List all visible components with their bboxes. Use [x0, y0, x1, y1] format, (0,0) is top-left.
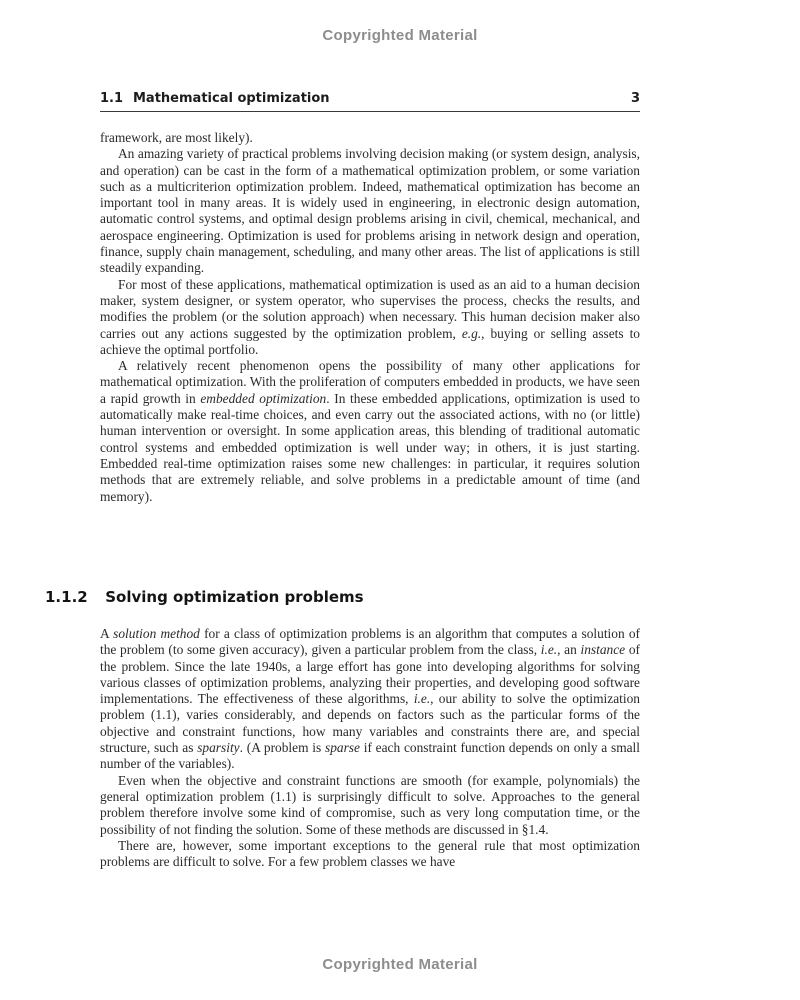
paragraph	[100, 838, 640, 871]
subsection-number: 1.1.2	[45, 588, 88, 606]
paragraph	[100, 773, 640, 838]
body-text-segment: for a class of optimization problems is an algorithm that computes a solution of the problem (to some given accuracy), given a particular problem from the class,	[100, 626, 641, 658]
paragraph	[100, 277, 640, 358]
body-text-segment: A relatively recent phenomenon opens the possibility of many other applications for mathematical optimization. With the proliferation of computers embedded in products, we have seen a rapid growth in	[100, 358, 640, 406]
italic-text-segment: solution method	[113, 626, 200, 641]
body-text-segment: For most of these applications, mathematical optimization is used as an aid to a human decision maker, system designer, or system operator, who supervises the process, checks the results, and modifies the problem (or the solution approach) when necessary. This human decision maker also carries out any actions suggested by the optimization problem,	[100, 276, 640, 341]
italic-text-segment: sparse	[324, 740, 360, 756]
italic-text-segment: i.e.	[540, 642, 558, 658]
paragraph	[100, 626, 640, 773]
body-text-segment: if each constraint function depends on only a small number of the variables).	[100, 740, 640, 772]
paragraph	[100, 358, 640, 505]
body-text-segment: An amazing variety of practical problems involving decision making (or system design, analysis, and operation) can be cast in the form of a mathematical optimization problem, or some variation such as a multicriterion optimization problem. Indeed, mathematical optimization has become an important tool in many areas. It is widely used in engineering, in electronic design automation, automatic control systems, and optimal design problems arising in civil, chemical, mechanical, and aerospace engineering. Optimization is used for problems arising in network design and operation, finance, supply chain management, scheduling, and many other areas. The list of applications is still steadily expanding.	[100, 146, 640, 276]
body-text-segment: . In these embedded applications, optimization is used to automatically make real-time choices, and even carry out the associated actions, with no (or little) human intervention or oversight. In some application areas, this blending of traditional automatic control systems and embedded optimization is well under way; in others, it is just starting. Embedded real-time optimization raises some new challenges: in particular, it requires solution methods that are extremely reliable, and solve problems in a predictable amount of time (and memory).	[100, 390, 641, 504]
copyright-watermark-top: Copyrighted Material	[322, 27, 478, 44]
body-text-segment: , our ability to solve the optimization problem (1.1), varies considerably, and depends on factors such as the particular forms of the objective and constraint functions, how many variables and constraints there are, and special structure, such as	[100, 691, 640, 756]
text-block-lower	[100, 626, 640, 870]
header-section-title: Mathematical optimization	[133, 91, 330, 106]
italic-text-segment: sparsity	[197, 740, 240, 756]
header-section-number: 1.1	[100, 91, 124, 106]
body-text-segment: Even when the objective and constraint functions are smooth (for example, polynomials) the general optimization problem (1.1) is surprisingly difficult to solve. Approaches to the general problem therefore involve some kind of compromise, such as very long computation time, or the possibility of not finding the solution. Some of these methods are discussed in §1.4.	[100, 772, 640, 837]
text-block-upper	[100, 130, 640, 505]
running-header	[100, 91, 640, 112]
body-text-segment: There are, however, some important exceptions to the general rule that most optimization problems are difficult to solve. For a few problem classes we have	[100, 837, 640, 870]
paragraph	[100, 146, 640, 276]
body-text-segment: , an	[557, 642, 581, 658]
subsection-title: Solving optimization problems	[105, 588, 364, 606]
italic-text-segment: embedded optimization	[200, 390, 327, 406]
header-page-number: 3	[630, 91, 640, 106]
italic-text-segment: i.e.	[413, 691, 431, 707]
body-text-segment: framework, are most likely).	[100, 130, 253, 145]
body-text-segment: A	[100, 626, 114, 641]
body-text-segment: . (A problem is	[239, 740, 325, 756]
paragraph	[100, 130, 640, 146]
italic-text-segment: instance	[580, 642, 626, 658]
copyright-watermark-bottom: Copyrighted Material	[322, 956, 478, 973]
body-text-segment: of the problem. Since the late 1940s, a large effort has gone into developing algorithms for solving various classes of optimization problems, analyzing their properties, and developing good software implementations. The effectiveness of these algorithms,	[100, 642, 640, 707]
body-text-segment: , buying or selling assets to achieve the optimal portfolio.	[100, 325, 640, 357]
subsection-heading	[45, 588, 640, 606]
italic-text-segment: e.g.	[461, 325, 482, 341]
